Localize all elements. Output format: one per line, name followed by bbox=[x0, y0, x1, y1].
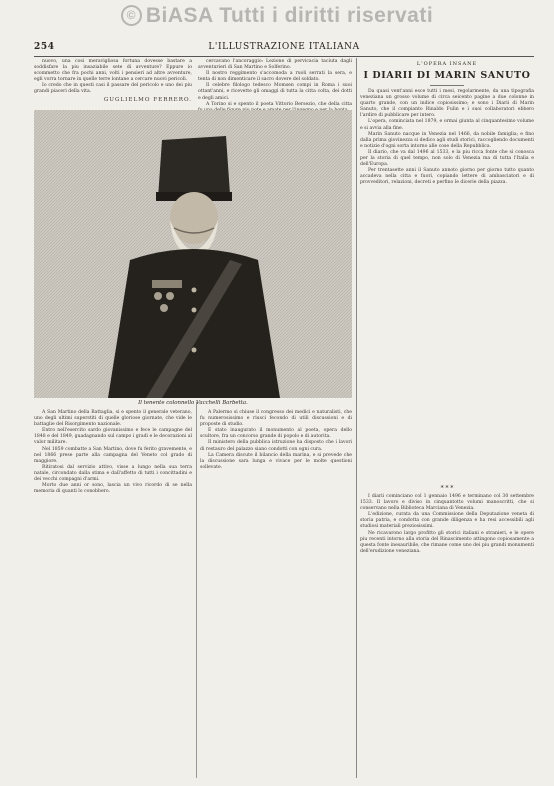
column-bottom-middle bbox=[200, 410, 352, 780]
section-label: L'OPERA INSANE bbox=[416, 61, 478, 67]
paragraph: La Camera discute il bilancio della marina, e si prevede che la discussione sara lunga e vivace per le molte questioni sollevate. bbox=[200, 452, 352, 470]
article-body-continued bbox=[360, 494, 534, 780]
paragraph: Io credo che in questi casi il passare del pericolo e uno dei piu grandi piaceri della vita. bbox=[34, 83, 192, 95]
column-bottom-left bbox=[34, 410, 192, 780]
paragraph: A Palermo si chiuse il congresso dei medici e naturalisti, che fu numerosissimo e riusci fecondo di utili discussioni e di proposte di studio. bbox=[200, 410, 352, 428]
page-header bbox=[34, 42, 534, 54]
portrait-illustration bbox=[34, 110, 352, 398]
portrait-caption: Il tenente colonnello Vacchelli Barbetta. bbox=[138, 400, 248, 406]
copyright-icon: © bbox=[121, 5, 142, 26]
paragraph: A Torino si e spento il poeta Vittorio Bersezio, che della citta bbox=[206, 101, 352, 107]
paragraph: Entro nell'esercito sardo giovanissimo e fece le campagne del 1848 e del 1849, guadagnando sul campo i gradi e le decorazioni al valor militare. bbox=[34, 428, 192, 446]
paragraph: A San Martino della Battaglia, si e spento il generale veterano, uno degli ultimi superstiti di quelle gloriose giornate, che vide le battaglie del Risorgimento nazionale. bbox=[34, 410, 192, 428]
page-title: L'ILLUSTRAZIONE ITALIANA bbox=[208, 42, 360, 52]
title-rule bbox=[430, 85, 464, 86]
paragraph: L'edizione, curata da una Commissione della Deputazione veneta di storia patria, e condotta con grande diligenza e ha resi accessibili agli studiosi materiali preziosissimi. bbox=[360, 512, 534, 530]
watermark-text: BiASA Tutti i diritti riservati bbox=[145, 4, 434, 27]
paragraph: Il celebre filologo tedesco Momsen compi in Roma i suoi ottant'anni, e ricevette gli omaggi di tutta la citta colta, dei dotti e degli amici. bbox=[198, 83, 352, 101]
paragraph: L'opera, cominciata nel 1879, e ormai giunta al cinquantesimo volume e si avvia alla fine. bbox=[360, 119, 534, 131]
column-divider bbox=[356, 58, 357, 778]
paragraph: Da quasi vent'anni esce tutti i mesi, regolarmente, da una tipografia veneziana un grosso volume di circa seicento pagine a due colonne in quarto grande, con un indice copiosissimo; e sono i Diarii di Marin Sanuto, che il compianto Rinaldo Fulin e i suoi collaboratori ebbero l'ardire di pubblicare per intero. bbox=[360, 89, 534, 119]
paragraph: Morto due anni or sono, lascia un vivo ricordo di se nella memoria di quanti lo conobbero. bbox=[34, 483, 192, 495]
section-separator: * * * bbox=[440, 485, 454, 492]
header-rule bbox=[34, 56, 534, 57]
paragraph: Ne ricavarono largo profitto gli storici italiani e stranieri, e le opere piu recenti intorno alla storia del Rinascimento attingono copiosamente a questa fonte inesauribile, che rimane come uno dei piu grandi monumenti dell'erudizione veneziana. bbox=[360, 530, 534, 554]
paragraph: cercavano l'ancoraggio: Lezione di pervicacia taciuta dagli avventurieri di San Martino e Solferino. bbox=[198, 59, 352, 71]
column-top-left bbox=[34, 59, 192, 109]
column-top-middle bbox=[198, 59, 352, 109]
paragraph: Marin Sanuto nacque in Venezia nel 1466, da nobile famiglia; e fino dalla prima giovinezza si dedico agli studi storici, raccogliendo documenti e notizie d'ogni sorta intorno alle cose della Repubblica. bbox=[360, 131, 534, 149]
paragraph: Il ministero della pubblica istruzione ha disposto che i lavori di restauro del palazzo siano condotti con ogni cura. bbox=[200, 440, 352, 452]
paragraph: Il nostro reggimento s'accomoda a ruoli serrati la sera, e tenta di non dimenticare il sacro dovere del soldato. bbox=[198, 71, 352, 83]
paragraph: Per trentasette anni il Sanuto annoto giorno per giorno tutto quanto accadeva nella citta e fuori, copiando lettere di ambasciatori e di provveditori, relazioni, decreti e perfino le dicerie della piazza. bbox=[360, 168, 534, 186]
watermark bbox=[0, 4, 554, 28]
paragraph: Il diario, che va dal 1496 al 1533, e la piu ricca fonte che si conosca per la storia di quel tempo, non solo di Venezia ma di tutta l'Italia e dell'Europa. bbox=[360, 149, 534, 168]
paragraph: I diarii cominciano col 1 gennaio 1496 e terminano col 30 settembre 1533. Il lavoro e diviso in cinquantotto volumi manoscritti, che si conservano nella Biblioteca Marciana di Venezia. bbox=[360, 494, 534, 512]
article-title: I DIARII DI MARIN SANUTO bbox=[363, 70, 531, 81]
column-divider bbox=[196, 402, 197, 778]
paragraph: E stato inaugurato il monumento al poeta, opera dello scultore, fra un concorso grande di popolo e di autorita. bbox=[200, 428, 352, 440]
paragraph: nuovo, una cosi meravigliosa fortuna dovesse bastare a soddisfare la piu insaziabile sete di avventure? Eppure io scommetto che fra pochi anni, volti i pensieri ad altre avventure, egli vorra tornare in quelle terre lontane a cercare nuovi pericoli. bbox=[34, 59, 192, 83]
page-number: 254 bbox=[34, 42, 55, 52]
paragraph: Nel 1859 combatte a San Martino, dove fu ferito gravemente, e nel 1866 prese parte alla campagna del Veneto col grado di maggiore. bbox=[34, 446, 192, 464]
paragraph: Ritiratosi dal servizio attivo, visse a lungo nella sua terra natale, circondato dalla stima e dall'affetto di tutti i concittadini e dei vecchi compagni d'armi. bbox=[34, 464, 192, 483]
portrait-engraving bbox=[34, 110, 352, 398]
article-body bbox=[360, 89, 534, 481]
author-signature: GUGLIELMO FERRERO. bbox=[103, 96, 192, 103]
